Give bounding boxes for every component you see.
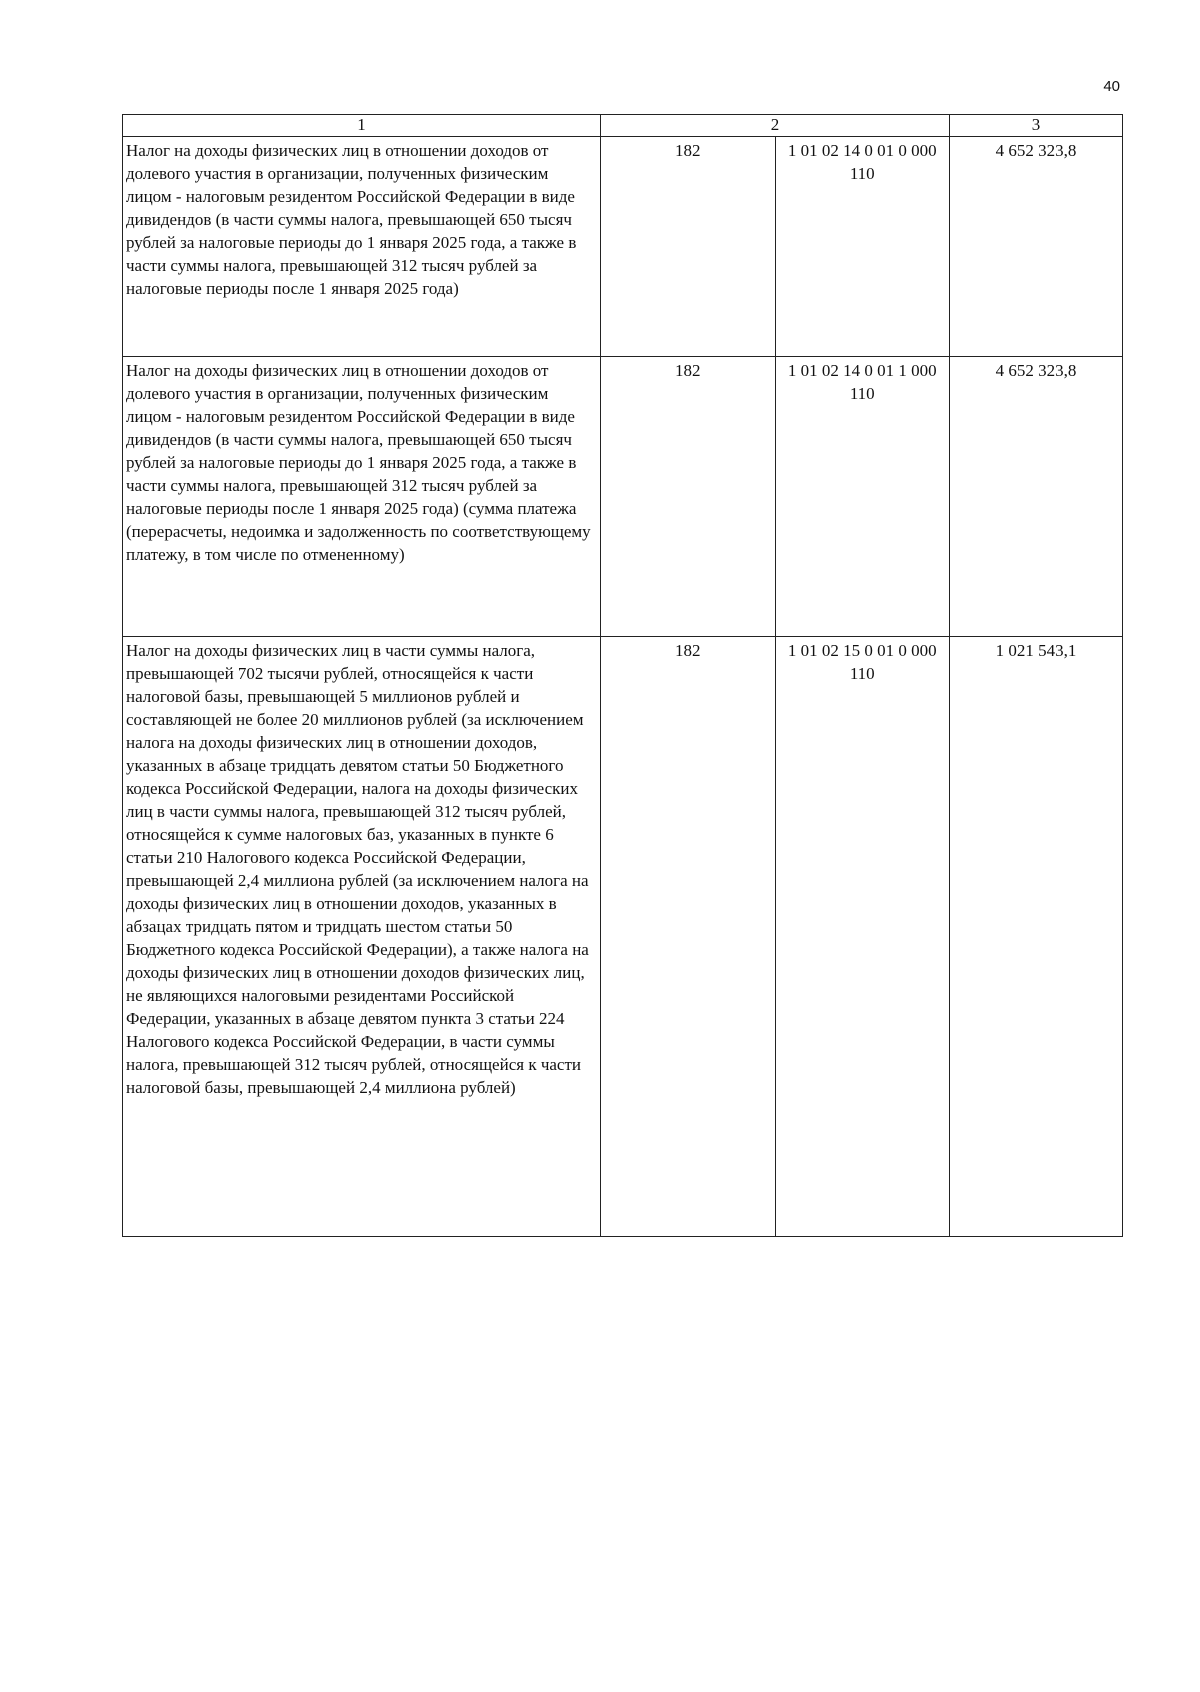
row-admin-code: 182 xyxy=(675,361,701,380)
row-sum-cell xyxy=(950,137,1123,357)
row-admin-cell xyxy=(601,357,776,637)
row-name: Налог на доходы физических лиц в отношении доходов от долевого участия в организации, полученных физическим лицом - налоговым резидентом Российской Федерации в виде дивидендов (в части суммы налога, превышающей 650 тысяч рублей за налоговые периоды до 1 января 2025 года, а также в части суммы налога, превышающей 312 тысяч рублей за налоговые периоды после 1 января 2025 года) xyxy=(126,141,577,298)
row-classification-code: 1 01 02 15 0 01 0 000 110 xyxy=(787,641,937,683)
row-sum-cell xyxy=(950,637,1123,1237)
row-name: Налог на доходы физических лиц в части суммы налога, превышающей 702 тысячи рублей, относящейся к части налоговой базы, превышающей 5 миллионов рублей и составляющей не более 20 миллионов рублей (за исключением налога на доходы физических лиц в отношении доходов, указанных в абзаце тридцать девятом статьи 50 Бюджетного кодекса Российской Федерации, налога на доходы физических лиц в части суммы налога, превышающей 312 тысяч рублей, относящейся к сумме налоговых баз, указанных в пункте 6 статьи 210 Налогового кодекса Российской Федерации, превышающей 2,4 миллиона рублей (за исключением налога на доходы физических лиц в отношении доходов, указанных в абзацах тридцать пятом и тридцать шестом статьи 50 Бюджетного кодекса Российской Федерации), а также налога на доходы физических лиц в отношении доходов физических лиц, не являющихся налоговыми резидентами Российской Федерации, указанных в абзаце девятом пункта 3 статьи 224 Налогового кодекса Российской Федерации, в части суммы налога, превышающей 312 тысяч рублей, относящейся к части налоговой базы, превышающей 2,4 миллиона рублей) xyxy=(126,641,589,1097)
row-sum: 4 652 323,8 xyxy=(995,141,1077,160)
row-admin-cell xyxy=(601,137,776,357)
row-name-cell xyxy=(123,137,601,357)
row-sum-cell xyxy=(950,357,1123,637)
row-admin-code: 182 xyxy=(675,641,701,660)
row-name: Налог на доходы физических лиц в отношении доходов от долевого участия в организации, полученных физическим лицом - налоговым резидентом Российской Федерации в виде дивидендов (в части суммы налога, превышающей 650 тысяч рублей за налоговые периоды до 1 января 2025 года, а также в части суммы налога, превышающей 312 тысяч рублей за налоговые периоды после 1 января 2025 года) (сумма платежа (перерасчеты, недоимка и задолженность по соответствующему платежу, в том числе по отмененному) xyxy=(126,361,591,564)
table-header-row xyxy=(123,115,1123,137)
row-classification-code: 1 01 02 14 0 01 0 000 110 xyxy=(787,141,937,183)
row-sum: 4 652 323,8 xyxy=(995,361,1077,380)
row-classification-code: 1 01 02 14 0 01 1 000 110 xyxy=(787,361,937,403)
table-row xyxy=(123,137,1123,357)
row-code-cell xyxy=(775,637,950,1237)
row-code-cell xyxy=(775,137,950,357)
table-row xyxy=(123,637,1123,1237)
row-admin-cell xyxy=(601,637,776,1237)
header-col-2: 2 xyxy=(601,115,950,137)
row-name-cell xyxy=(123,357,601,637)
row-admin-code: 182 xyxy=(675,141,701,160)
row-sum: 1 021 543,1 xyxy=(995,641,1077,660)
row-code-cell xyxy=(775,357,950,637)
page-number: 40 xyxy=(1103,78,1120,95)
header-col-3: 3 xyxy=(950,115,1123,137)
header-col-1: 1 xyxy=(123,115,601,137)
row-name-cell xyxy=(123,637,601,1237)
budget-revenue-table xyxy=(122,114,1123,1237)
table-row xyxy=(123,357,1123,637)
